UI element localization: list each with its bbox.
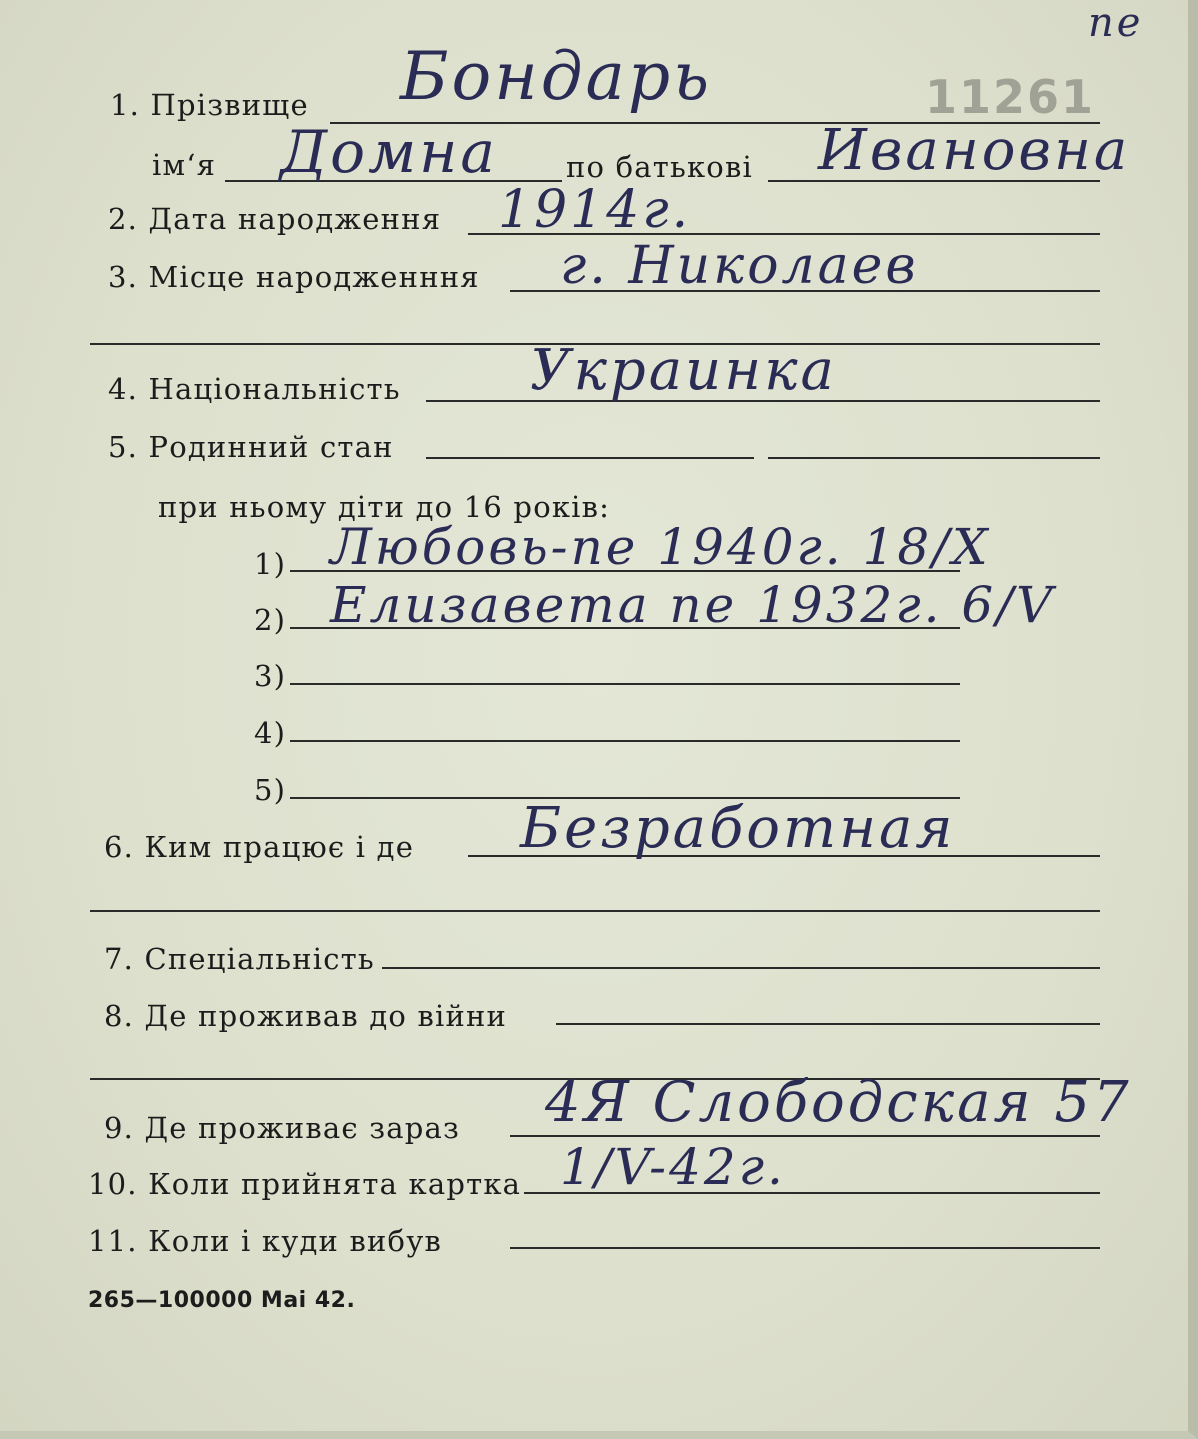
work-value: Безработная	[520, 796, 956, 861]
accepted-label: 10. Коли прийнята картка	[88, 1167, 522, 1201]
prewar-line	[556, 1023, 1100, 1025]
children-label: при ньому діти до 16 років:	[158, 490, 611, 524]
current-line	[510, 1135, 1100, 1137]
birth-date-value: 1914г.	[498, 180, 692, 240]
left-line	[510, 1247, 1100, 1249]
child-line-4	[290, 740, 960, 742]
corner-note: пе	[1088, 0, 1144, 46]
surname-label: 1. Прізвище	[110, 88, 309, 122]
name-label: ім‘я	[152, 148, 217, 182]
birth-place-value: г. Николаев	[560, 236, 919, 296]
prewar-label: 8. Де проживав до війни	[104, 999, 508, 1033]
current-label: 9. Де проживає зараз	[104, 1111, 461, 1145]
pencil-number: 11261	[925, 70, 1096, 124]
marital-line-b	[768, 457, 1100, 459]
patronymic-value: Ивановна	[818, 118, 1131, 183]
name-value: Домна	[280, 118, 498, 186]
surname-value: Бондарь	[400, 38, 713, 115]
left-label: 11. Коли і куди вибув	[88, 1224, 442, 1258]
child-number-2: 2)	[254, 603, 287, 637]
birth-date-label: 2. Дата народження	[108, 202, 442, 236]
nationality-label: 4. Національність	[108, 372, 401, 406]
child-value-1: Любовь-пе 1940г. 18/X	[330, 518, 991, 576]
work-line-2	[90, 910, 1100, 912]
child-number-5: 5)	[254, 773, 287, 807]
patronymic-label: по батькові	[566, 150, 753, 184]
child-number-1: 1)	[254, 547, 287, 581]
birth-place-label: 3. Місце народженння	[108, 260, 480, 294]
specialty-label: 7. Спеціальність	[104, 942, 375, 976]
child-line-3	[290, 683, 960, 685]
accepted-value: 1/V-42г.	[560, 1138, 786, 1196]
child-value-2: Елизавета пе 1932г. 6/V	[330, 576, 1056, 634]
marital-label: 5. Родинний стан	[108, 430, 394, 464]
marital-line-a	[426, 457, 754, 459]
current-value: 4Я Слободская 57	[545, 1070, 1132, 1135]
child-number-3: 3)	[254, 659, 287, 693]
child-number-4: 4)	[254, 716, 287, 750]
nationality-value: Украинка	[530, 338, 837, 403]
footer-print: 265—100000 Mai 42.	[88, 1288, 356, 1313]
specialty-line	[382, 967, 1100, 969]
work-label: 6. Ким працює і де	[104, 830, 415, 864]
